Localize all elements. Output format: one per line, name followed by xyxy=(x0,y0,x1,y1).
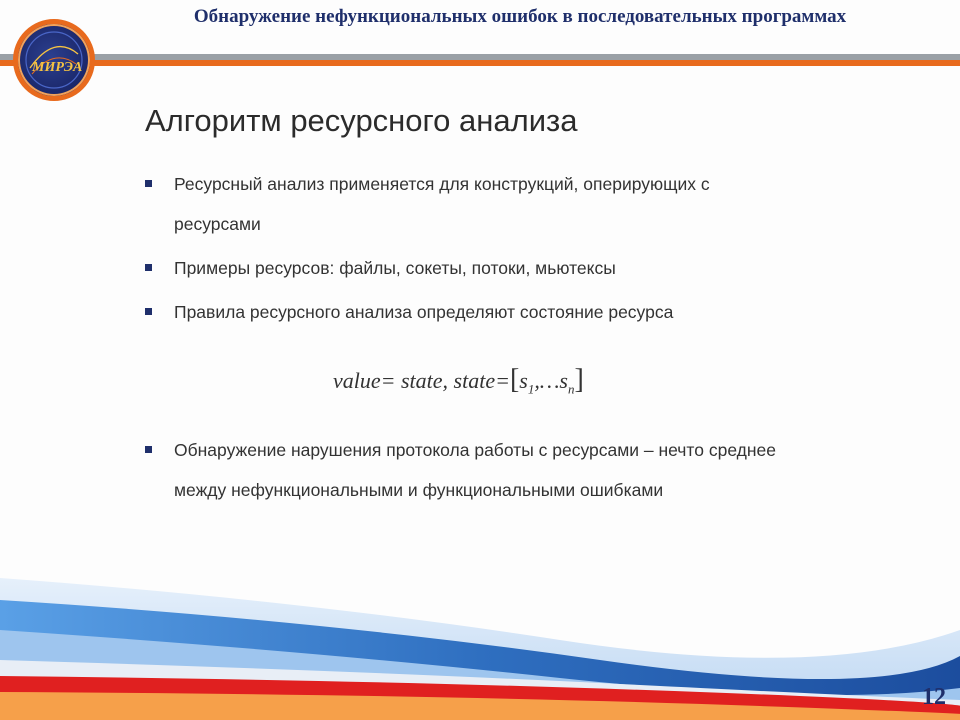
formula: value= state, $state=[s_1,\dots s_n]$ xyxy=(333,364,584,397)
header-divider-orange xyxy=(0,60,960,66)
logo-text: МИРЭА xyxy=(32,60,83,75)
bullet-square-icon xyxy=(145,308,152,315)
slide-header-title: Обнаружение нефункциональных ошибок в последовательных программах xyxy=(193,6,847,27)
bullet-text: Ресурсный анализ применяется для конструкций, оперирующих с ресурсами xyxy=(174,174,710,234)
formula-sub-n: n xyxy=(567,381,575,397)
formula-s1: s xyxy=(519,368,528,393)
page-number: 12 xyxy=(922,684,946,710)
bullet-item xyxy=(145,164,795,244)
university-logo xyxy=(13,19,95,101)
bullet-text: Правила ресурсного анализа определяют состояние ресурса xyxy=(174,302,674,322)
slide-heading: Алгоритм ресурсного анализа xyxy=(145,103,578,138)
formula-dots: ,… xyxy=(534,368,560,393)
bullet-item xyxy=(145,248,795,288)
formula-sub-1: 1 xyxy=(527,381,535,397)
bullet-square-icon xyxy=(145,264,152,271)
formula-sn: s xyxy=(559,368,568,393)
bullet-item xyxy=(145,292,795,332)
bullet-square-icon xyxy=(145,446,152,453)
bullet-square-icon xyxy=(145,180,152,187)
bullet-text: Примеры ресурсов: файлы, сокеты, потоки, мьютексы xyxy=(174,258,616,278)
formula-lhs: value= state, state= xyxy=(333,368,510,393)
decorative-waves xyxy=(0,560,960,720)
bullet-item xyxy=(145,430,795,510)
bullet-text: Обнаружение нарушения протокола работы с ресурсами – нечто среднее между нефункциональными и функциональными ошибками xyxy=(174,440,777,500)
